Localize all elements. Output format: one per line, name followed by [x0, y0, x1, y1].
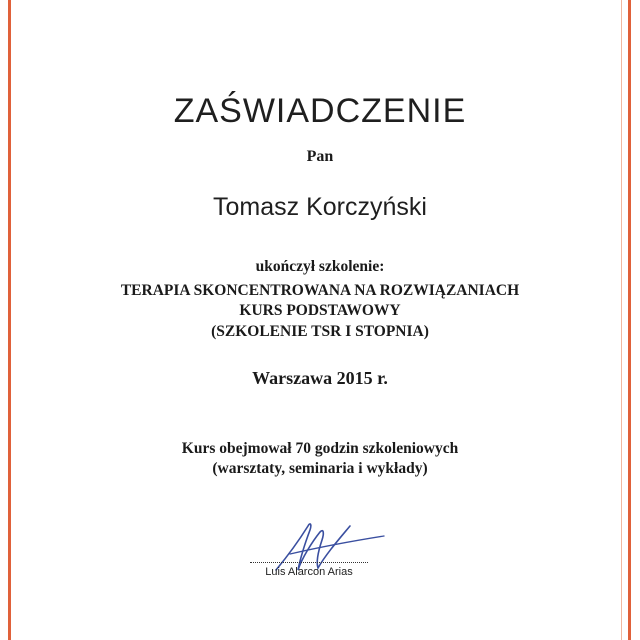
course-format: (warsztaty, seminaria i wykłady)	[212, 460, 428, 477]
course-name: TERAPIA SKONCENTROWANA NA ROZWIĄZANIACH	[120, 282, 520, 299]
course-hours: Kurs obejmował 70 godzin szkoleniowych	[181, 440, 459, 457]
recipient-name: Tomasz Korczyński	[213, 193, 427, 221]
signer-name: Luis Alarcon Arias	[265, 566, 353, 578]
course-degree: (SZKOLENIE TSR I STOPNIA)	[211, 323, 429, 340]
signature-line	[250, 562, 368, 563]
course-level: KURS PODSTAWOWY	[239, 302, 401, 319]
salutation: Pan	[306, 148, 334, 165]
place-date: Warszawa 2015 r.	[252, 368, 388, 388]
completion-text: ukończył szkolenie:	[255, 258, 385, 275]
certificate-title: ZAŚWIADCZENIE	[173, 92, 467, 130]
